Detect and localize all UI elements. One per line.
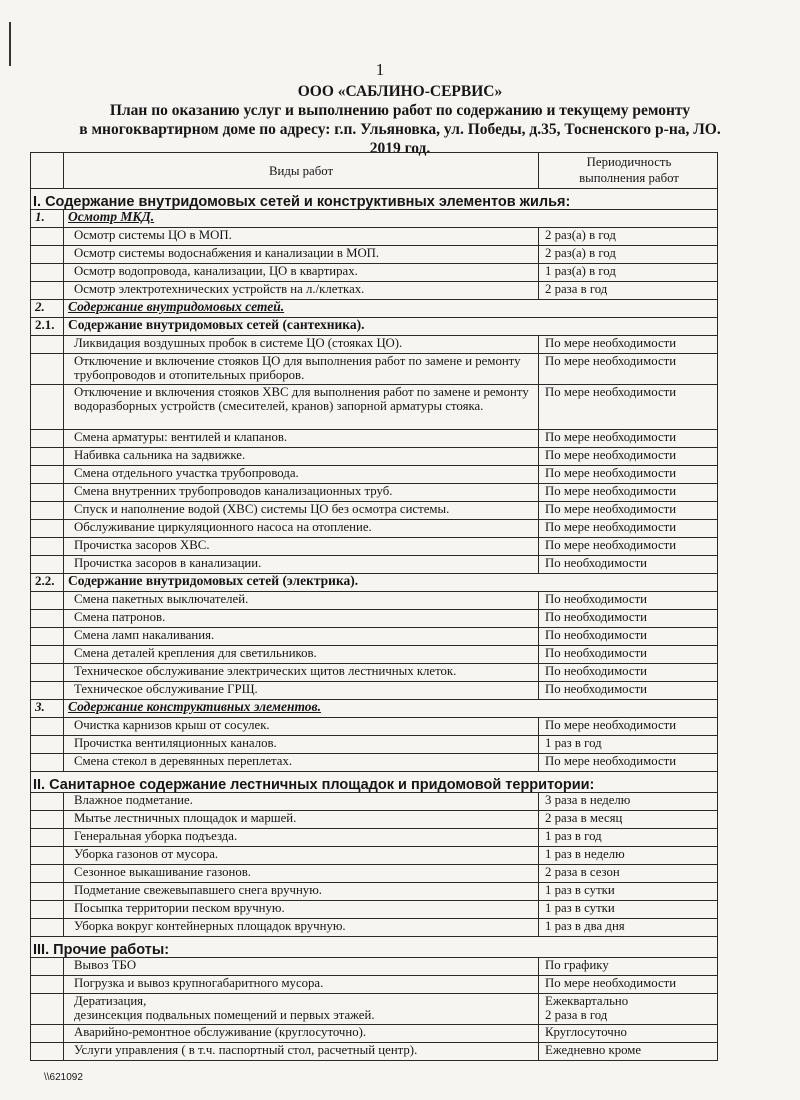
work-frequency: 2 раза в год [539,282,718,300]
work-description: Набивка сальника на задвижке. [64,448,539,466]
row-number-cell [31,228,64,246]
table-row [31,754,718,772]
header-cell-works: Виды работ [64,153,539,189]
work-description: Дератизация, дезинсекция подвальных помещений и первых этажей. [64,994,539,1025]
table-row [31,883,718,901]
work-frequency: 1 раз в год [539,736,718,754]
table-row [31,919,718,937]
table-header-row [31,153,718,189]
header-frequency-line1: Периодичность [586,155,672,169]
group-title: Содержание внутридомовых сетей. [64,300,718,318]
row-number-cell [31,1025,64,1043]
table-row [31,430,718,448]
work-description: Уборка вокруг контейнерных площадок вручную. [64,919,539,937]
row-number-cell [31,646,64,664]
header-frequency-line2: выполнения работ [579,171,679,185]
work-description: Ликвидация воздушных пробок в системе ЦО (стояках ЦО). [64,336,539,354]
work-description: Техническое обслуживание ГРЩ. [64,682,539,700]
section-title: III. Прочие работы: [31,937,718,958]
work-description: Вывоз ТБО [64,958,539,976]
work-frequency: 2 раза в месяц [539,811,718,829]
row-number-cell [31,793,64,811]
table-row [31,976,718,994]
row-number-cell [31,976,64,994]
row-number-cell [31,484,64,502]
section-title: II. Санитарное содержание лестничных площадок и придомовой территории: [31,772,718,793]
table-row [31,829,718,847]
table-row [31,628,718,646]
plan-title: План по оказанию услуг и выполнению работ по содержанию и текущему ремонту [109,102,691,119]
row-number-cell [31,811,64,829]
row-number-cell [31,520,64,538]
company-name: ООО «САБЛИНО-СЕРВИС» [297,83,503,100]
work-frequency: По мере необходимости [539,754,718,772]
plan-year: 2019 год. [369,140,431,157]
work-description: Осмотр системы ЦО в МОП. [64,228,539,246]
work-frequency: По необходимости [539,610,718,628]
work-frequency: 1 раз в сутки [539,901,718,919]
group-number: 2.2. [31,574,64,592]
table-row [31,664,718,682]
row-number-cell [31,592,64,610]
table-row [31,246,718,264]
work-description: Генеральная уборка подъезда. [64,829,539,847]
work-frequency: По мере необходимости [539,976,718,994]
section-title: I. Содержание внутридомовых сетей и конструктивных элементов жилья: [31,189,718,210]
work-description: Смена деталей крепления для светильников. [64,646,539,664]
work-frequency: 1 раз в сутки [539,883,718,901]
table-row [31,538,718,556]
table-row [31,901,718,919]
group-number: 2. [31,300,64,318]
work-description: Смена стекол в деревянных переплетах. [64,754,539,772]
table-row [31,865,718,883]
work-frequency: По мере необходимости [539,448,718,466]
row-number-cell [31,958,64,976]
work-frequency: 1 раз(а) в год [539,264,718,282]
work-description: Услуги управления ( в т.ч. паспортный стол, расчетный центр). [64,1043,539,1061]
table-row [31,385,718,430]
works-table [30,152,718,1061]
work-description: Прочистка засоров ХВС. [64,538,539,556]
footer-code: \\621092 [44,1072,83,1083]
work-frequency: По мере необходимости [539,502,718,520]
table-row [31,1025,718,1043]
table-row [31,448,718,466]
row-number-cell [31,736,64,754]
work-frequency: 1 раз в год [539,829,718,847]
row-number-cell [31,502,64,520]
table-row [31,592,718,610]
header-cell-num [31,153,64,189]
work-description: Осмотр водопровода, канализации, ЦО в квартирах. [64,264,539,282]
work-frequency: 2 раз(а) в год [539,228,718,246]
work-frequency: По необходимости [539,592,718,610]
row-number-cell [31,829,64,847]
table-row [31,958,718,976]
group-title: Содержание конструктивных элементов. [64,700,718,718]
row-number-cell [31,1043,64,1061]
row-number-cell [31,682,64,700]
work-description: Осмотр системы водоснабжения и канализации в МОП. [64,246,539,264]
row-number-cell [31,282,64,300]
group-number: 3. [31,700,64,718]
work-frequency: По мере необходимости [539,354,718,385]
table-row [31,718,718,736]
table-row [31,336,718,354]
work-frequency: 2 раза в сезон [539,865,718,883]
work-description: Очистка карнизов крыш от сосулек. [64,718,539,736]
row-number-cell [31,264,64,282]
plan-address: в многоквартирном доме по адресу: г.п. Ульяновка, ул. Победы, д.35, Тосненского р-на, ЛО. [79,121,721,138]
table-row [31,793,718,811]
row-number-cell [31,538,64,556]
group-title: Осмотр МКД. [64,210,718,228]
work-frequency: 1 раз в неделю [539,847,718,865]
work-description: Смена ламп накаливания. [64,628,539,646]
row-number-cell [31,430,64,448]
work-frequency: По графику [539,958,718,976]
work-frequency: По мере необходимости [539,718,718,736]
work-description: Осмотр электротехнических устройств на л./клетках. [64,282,539,300]
table-row [31,484,718,502]
work-description: Спуск и наполнение водой (ХВС) системы ЦО без осмотра системы. [64,502,539,520]
table-row [31,811,718,829]
group-number: 1. [31,210,64,228]
work-frequency: По необходимости [539,664,718,682]
work-frequency: 3 раза в неделю [539,793,718,811]
work-frequency: По необходимости [539,682,718,700]
work-description: Сезонное выкашивание газонов. [64,865,539,883]
work-description: Аварийно-ремонтное обслуживание (круглосуточно). [64,1025,539,1043]
table-row [31,682,718,700]
row-number-cell [31,336,64,354]
group-row [31,574,718,592]
work-frequency: 1 раз в два дня [539,919,718,937]
table-row [31,736,718,754]
section-row [31,937,718,958]
work-description: Прочистка засоров в канализации. [64,556,539,574]
row-number-cell [31,847,64,865]
work-frequency: По мере необходимости [539,466,718,484]
work-frequency: По необходимости [539,646,718,664]
table-row [31,847,718,865]
row-number-cell [31,385,64,430]
group-row [31,210,718,228]
table-row [31,1043,718,1061]
work-frequency: Круглосуточно [539,1025,718,1043]
table-row [31,646,718,664]
group-row [31,700,718,718]
work-description: Смена пакетных выключателей. [64,592,539,610]
group-title: Содержание внутридомовых сетей (электрика). [64,574,718,592]
group-title: Содержание внутридомовых сетей (сантехника). [64,318,718,336]
row-number-cell [31,610,64,628]
table-row [31,502,718,520]
work-frequency: По мере необходимости [539,538,718,556]
section-row [31,772,718,793]
work-frequency: По необходимости [539,556,718,574]
work-description: Обслуживание циркуляционного насоса на отопление. [64,520,539,538]
row-number-cell [31,718,64,736]
work-description: Отключение и включения стояков ХВС для выполнения работ по замене и ремонту водоразборных устройств (смесителей, кранов) запорной арматуры стояка. [64,385,539,430]
row-number-cell [31,994,64,1025]
table-row [31,466,718,484]
row-number-cell [31,466,64,484]
group-row [31,300,718,318]
work-frequency: По необходимости [539,628,718,646]
row-number-cell [31,246,64,264]
table-row [31,520,718,538]
section-row [31,189,718,210]
work-description: Уборка газонов от мусора. [64,847,539,865]
table-row [31,228,718,246]
group-row [31,318,718,336]
row-number-cell [31,354,64,385]
work-frequency: 2 раз(а) в год [539,246,718,264]
work-frequency: По мере необходимости [539,520,718,538]
group-number: 2.1. [31,318,64,336]
work-frequency: По мере необходимости [539,336,718,354]
row-number-cell [31,865,64,883]
work-frequency: Ежеквартально 2 раза в год [539,994,718,1025]
work-frequency: По мере необходимости [539,430,718,448]
work-description: Смена внутренних трубопроводов канализационных труб. [64,484,539,502]
row-number-cell [31,883,64,901]
row-number-cell [31,664,64,682]
work-description: Посыпка территории песком вручную. [64,901,539,919]
work-description: Отключение и включение стояков ЦО для выполнения работ по замене и ремонту трубопроводов и отопительных приборов. [64,354,539,385]
work-description: Погрузка и вывоз крупногабаритного мусора. [64,976,539,994]
document-header [40,82,760,158]
work-description: Смена патронов. [64,610,539,628]
row-number-cell [31,448,64,466]
work-frequency: По мере необходимости [539,385,718,430]
table-row [31,610,718,628]
table-row [31,994,718,1025]
row-number-cell [31,556,64,574]
work-description: Смена арматуры: вентилей и клапанов. [64,430,539,448]
table-row [31,282,718,300]
row-number-cell [31,754,64,772]
row-number-cell [31,919,64,937]
work-description: Прочистка вентиляционных каналов. [64,736,539,754]
work-description: Влажное подметание. [64,793,539,811]
table-row [31,556,718,574]
work-frequency: Ежедневно кроме [539,1043,718,1061]
work-description: Смена отдельного участка трубопровода. [64,466,539,484]
work-description: Техническое обслуживание электрических щитов лестничных клеток. [64,664,539,682]
work-frequency: По мере необходимости [539,484,718,502]
page-number: 1 [375,60,385,79]
row-number-cell [31,628,64,646]
work-description: Подметание свежевыпавшего снега вручную. [64,883,539,901]
table-row [31,264,718,282]
table-row [31,354,718,385]
work-description: Мытье лестничных площадок и маршей. [64,811,539,829]
header-cell-frequency [539,153,718,189]
row-number-cell [31,901,64,919]
